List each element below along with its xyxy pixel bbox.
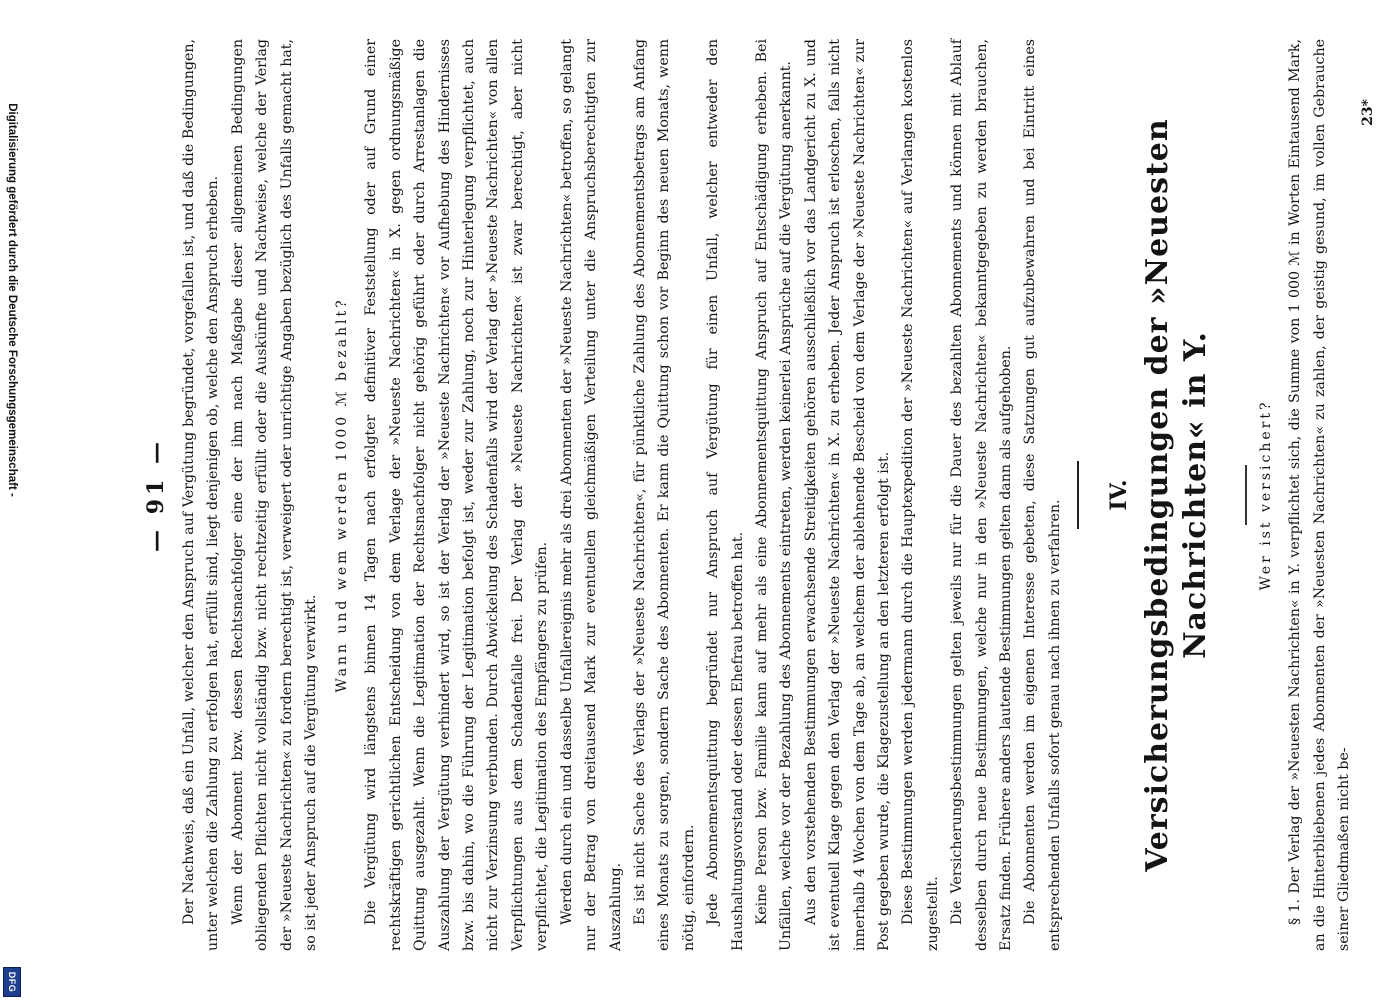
subheading-insured: Wer ist versichert? <box>1258 399 1275 591</box>
section-divider <box>1077 461 1079 529</box>
sheet-signature: 23* <box>1360 99 1377 126</box>
subheading-payment: Wann und wem werden 1000 ℳ bezahlt? <box>334 297 351 693</box>
dfg-logo-text: DFG <box>7 971 17 993</box>
paragraph: Aus den vorstehenden Bestimmungen erwachsende Streitigkeiten gehören ausschließlich vor das Landgericht zu X. und ist eventuell Klage gegen den Verlag der »Neueste Nachrichten« in X. zu erheben. Jeder Anspruch ist erloschen, falls nicht innerhalb 4 Wochen von dem Tage ab, an welchem der ablehnende Bescheid von dem Verlage der »Neueste Nachrichten« zur Post gegeben wurde, die Klagezustellung an den letzteren erfolgt ist. <box>802 39 892 951</box>
paragraph: § 1. Der Verlag der »Neuesten Nachrichten« in Y. verpflichtet sich, die Summe von 1 000 ℳ in Worten Eintausend Mark, an die Hinterbliebenen jedes Abonnenten der »Neuesten Nachrichten« zu zahlen, der geistig gesund, im vollen Gebrauche seiner Gliedmaßen nicht be- <box>1287 39 1353 951</box>
digitization-credit: Digitalisierung gefördert durch die Deutsche Forschungsgemeinschaft - <box>6 103 18 497</box>
paragraph: Wenn der Abonnent bzw. dessen Rechtsnachfolger eine der ihm nach Maßgabe dieser allgemeinen Bedingungen obliegenden Pflichten nicht vollständig bzw. nicht rechtzeitig erfüllt oder die Auskünfte und Nachweise, welche der Verlag der »Neueste Nachrichten« zu fordern berechtigt ist, verweigert oder unrichtige Angaben bezüglich des Unfalls gemacht hat, so ist jeder Anspruch auf die Vergütung verwirkt. <box>229 39 320 951</box>
scanned-page <box>135 15 1377 975</box>
page-text <box>135 39 1377 951</box>
section-number: IV. <box>1106 479 1133 511</box>
paragraph: Die Versicherungsbestimmungen gelten jeweils nur für die Dauer des bezahlten Abonnements und können mit Ablauf desselben durch neue Bestimmungen, welche nur in den »Neueste Nachrichten« bekanntgegeben zu werden brauchen, Ersatz finden. Frühere anders lautende Bestimmungen gelten dann als aufgehoben. <box>949 39 1014 951</box>
title-divider <box>1245 465 1247 525</box>
chapter-title: Versicherungsbedingungen der »Neuesten Nachrichten« in Y. <box>1140 118 1214 872</box>
credit-strip <box>0 0 24 1000</box>
dfg-logo <box>3 967 21 997</box>
paragraph: Es ist nicht Sache des Verlags der »Neueste Nachrichten«, für pünktliche Zahlung des Abonnementsbetrags am Anfang eines Monats zu sorgen, sondern Sache des Abonnenten. Er kann die Quittung schon vor Beginn des neuen Monats, wenn nötig, einfordern. <box>631 39 697 951</box>
paragraph: Der Nachweis, daß ein Unfall, welcher den Anspruch auf Vergütung begründet, vorgefallen ist, und daß die Bedingungen, unter welchen die Zahlung zu erfolgen hat, erfüllt sind, liegt denjenigen ob, welche den Anspruch erheben. <box>181 39 222 951</box>
paragraph: Die Abonnenten werden im eigenen Interesse gebeten, diese Satzungen gut aufzubewahren und bei Eintritt eines entsprechenden Unfalls sofort genau nach ihnen zu verfahren. <box>1022 39 1063 951</box>
paragraph: Diese Bestimmungen werden jedermann durch die Hauptexpedition der »Neueste Nachrichten« auf Verlangen kostenlos zugestellt. <box>900 39 941 951</box>
paragraph: Jede Abonnementsquittung begründet nur Anspruch auf Vergütung für einen Unfall, welcher entweder den Haushaltungsvorstand oder dessen Ehefrau betroffen hat. <box>705 39 746 951</box>
page-number: — 91 — <box>143 438 169 552</box>
paragraph: Werden durch ein und dasselbe Unfallereignis mehr als drei Abonnenten der »Neueste Nachrichten« betroffen, so gelangt nur der Betrag von dreitausend Mark zur eventuellen gleichmäßigen Verteilung unter die Anspruchsberechtigten zur Auszahlung. <box>558 39 624 951</box>
paragraph: Die Vergütung wird längstens binnen 14 Tagen nach erfolgter definitiver Feststellung oder auf Grund einer rechtskräftigen gerichtlichen Entscheidung von dem Verlage der »Neueste Nachrichten« in X. gegen ordnungsmäßige Quittung ausgezahlt. Wenn die Legitimation der Rechtsnachfolger nicht gehörig geführt oder durch Arrestanlagen die Auszahlung der Vergütung verhindert wird, so ist der Verlag der »Neueste Nachrichten« vor Aufhebung des Hindernisses bzw. bis dahin, wo die Führung der Legitimation befolgt ist, weder zur Zahlung, noch zur Hinterlegung verpflichtet, auch nicht zur Verzinsung verbunden. Durch Abwickelung des Schadenfalls wird der Verlag der »Neueste Nachrichten« von allen Verpflichtungen aus dem Schadenfalle frei. Der Verlag der »Neueste Nachrichten« ist zwar berechtigt, aber nicht verpflichtet, die Legitimation des Empfängers zu prüfen. <box>363 39 551 951</box>
paragraph: Keine Person bzw. Familie kann auf mehr als eine Abonnementsquittung Anspruch auf Entschädigung erheben. Bei Unfällen, welche vor der Bezahlung des Abonnements eintreten, werden keinerlei Ansprüche auf die Vergütung anerkannt. <box>753 39 795 951</box>
